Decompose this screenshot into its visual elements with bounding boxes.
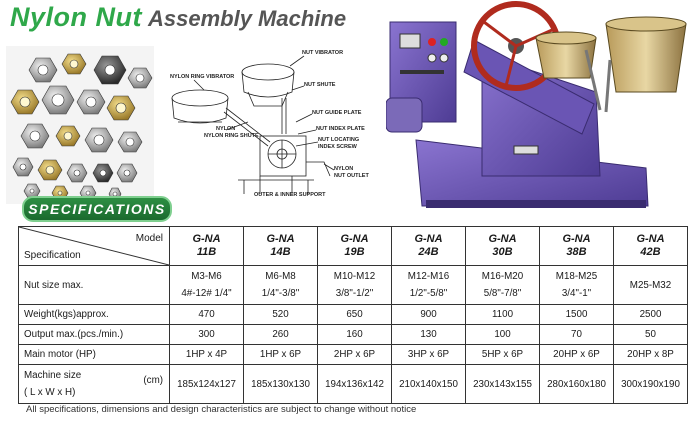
label-nut-shute: NUT SHUTE [304,82,336,88]
table-cell: 300 [170,325,244,345]
table-cell: 2500 [614,305,688,325]
table-cell: 20HP x 6P [540,345,614,365]
model-header: G-NA 38B [540,227,614,266]
table-cell: 1HP x 6P [244,345,318,365]
table-cell: 3HP x 6P [392,345,466,365]
table-cell: 50 [614,325,688,345]
table-cell: M25-M32 [614,266,688,305]
table-cell: 20HP x 8P [614,345,688,365]
weight-row [19,305,688,325]
model-header: G-NA 24B [392,227,466,266]
row-label: Main motor (HP) [19,345,170,365]
row-label: Nut size max. [19,266,170,305]
model-header: G-NA 14B [244,227,318,266]
assembly-machine-photo [386,0,700,226]
motor-row [19,345,688,365]
table-cell: 470 [170,305,244,325]
table-cell: 1500 [540,305,614,325]
table-cell: 230x143x155 [466,365,540,404]
specifications-banner: SPECIFICATIONS [22,196,172,222]
nylon-nuts-photo [6,46,154,204]
table-cell: M18-M25 3/4"-1" [540,266,614,305]
row-label: Weight(kgs)approx. [19,305,170,325]
row-label [19,365,170,404]
table-cell: M12-M16 1/2"-5/8" [392,266,466,305]
model-header: G-NA 30B [466,227,540,266]
table-cell: 520 [244,305,318,325]
table-cell: 300x190x190 [614,365,688,404]
nut-size-row [19,266,688,305]
table-cell: 70 [540,325,614,345]
model-header: G-NA 11B [170,227,244,266]
row-label: Output max.(pcs./min.) [19,325,170,345]
page-title [10,2,346,33]
table-cell: 650 [318,305,392,325]
table-cell: 260 [244,325,318,345]
title-primary: Nylon Nut [10,2,142,32]
label-nut-vibrator: NUT VIBRATOR [302,50,344,56]
model-header-row [19,227,688,266]
table-cell: 185x130x130 [244,365,318,404]
label-nylon: NYLON [216,126,236,132]
table-cell: 130 [392,325,466,345]
label-nylon-ring-vibrator: NYLON RING VIBRATOR [170,74,235,80]
corner-header-cell [19,227,170,266]
table-cell: 5HP x 6P [466,345,540,365]
label-nut-index-plate: NUT INDEX PLATE [316,126,365,132]
label-nut-outlet: NUT OUTLET [334,173,369,179]
machine-size-label: Machine size [24,370,82,381]
table-cell: M10-M12 3/8"-1/2" [318,266,392,305]
label-index-screw: INDEX SCREW [318,144,357,150]
table-cell: M3-M6 4#-12# 1/4" [170,266,244,305]
machine-line-diagram [164,42,394,202]
table-cell: M6-M8 1/4"-3/8" [244,266,318,305]
specification-table [18,226,688,404]
machine-size-unit: (cm) [143,375,163,386]
table-cell: 194x136x142 [318,365,392,404]
output-row [19,325,688,345]
table-cell: 210x140x150 [392,365,466,404]
table-cell: M16-M20 5/8"-7/8" [466,266,540,305]
machine-size-dims-label: ( L x W x H) [24,387,76,398]
table-cell: 185x124x127 [170,365,244,404]
table-cell: 2HP x 6P [318,345,392,365]
label-outer-inner-support: OUTER & INNER SUPPORT [254,192,326,198]
machine-size-row [19,365,688,404]
label-nylon-outlet: NYLON [334,166,354,172]
model-header: G-NA 42B [614,227,688,266]
corner-spec-label: Specification [24,250,81,261]
corner-model-label: Model [135,233,163,244]
label-nylon-ring-shute: NYLON RING SHUTE [204,133,259,139]
table-cell: 280x160x180 [540,365,614,404]
model-header: G-NA 19B [318,227,392,266]
table-cell: 900 [392,305,466,325]
label-nut-locating: NUT LOCATING [318,137,360,143]
table-cell: 160 [318,325,392,345]
disclaimer-footnote: All specifications, dimensions and design characteristics are subject to change without notice [26,404,417,415]
table-cell: 100 [466,325,540,345]
table-cell: 1100 [466,305,540,325]
title-secondary: Assembly Machine [148,6,347,31]
label-nut-guide-plate: NUT GUIDE PLATE [312,110,362,116]
table-cell: 1HP x 4P [170,345,244,365]
